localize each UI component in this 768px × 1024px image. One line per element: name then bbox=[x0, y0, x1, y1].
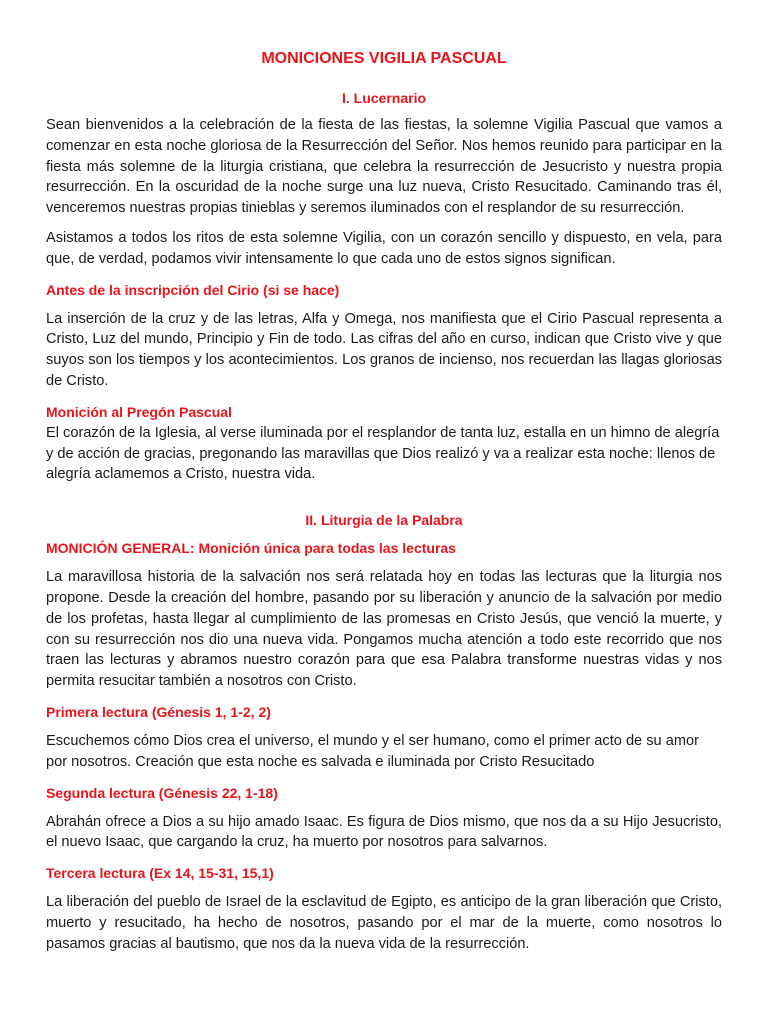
paragraph-rites: Asistamos a todos los ritos de esta solemne Vigilia, con un corazón sencillo y dispuesto, en vela, para que, de verdad, podamos vivir intensamente lo que cada uno de estos signos significan. bbox=[46, 229, 722, 267]
paragraph-welcome: Sean bienvenidos a la celebración de la fiesta de las fiestas, la solemne Vigilia Pascual que vamos a comenzar en esta noche gloriosa de la Resurrección del Señor. Nos hemos reunido para participar en la fiesta más solemne de la liturgia cristiana, que celebra la resurrección de Jesucristo y nuestra propia resurrección. En la oscuridad de la noche surge una luz nueva, Cristo Resucitado. Caminando tras él, venceremos nuestras propias tinieblas y seremos iluminados con el resplandor de su resurrección. bbox=[46, 117, 722, 217]
subheading-segunda-lectura: Segunda lectura (Génesis 22, 1-18) bbox=[46, 784, 278, 801]
section-heading-palabra: II. Liturgia de la Palabra bbox=[305, 512, 463, 529]
subheading-monicion-general: MONICIÓN GENERAL: Monición única para todas las lecturas bbox=[46, 540, 456, 557]
subheading-tercera-lectura: Tercera lectura (Ex 14, 15-31, 15,1) bbox=[46, 865, 274, 882]
paragraph-segunda-lectura: Abrahán ofrece a Dios a su hijo amado Isaac. Es figura de Dios mismo, que nos da a su Hijo Jesucristo, el nuevo Isaac, que cargando la cruz, ha muerto por nosotros para salvarnos. bbox=[46, 813, 722, 851]
document-title: MONICIONES VIGILIA PASCUAL bbox=[261, 50, 507, 67]
paragraph-cirio: La inserción de la cruz y de las letras, Alfa y Omega, nos manifiesta que el Cirio Pascual representa a Cristo, Luz del mundo, Principio y Fin de todo. Las cifras del año en curso, indican que Cristo vive y que suyos son los tiempos y los acontecimientos. Los granos de incienso, nos recuerdan las llagas gloriosas de Cristo. bbox=[46, 310, 722, 389]
paragraph-monicion-general: La maravillosa historia de la salvación nos será relatada hoy en todas las lecturas que la liturgia nos propone. Desde la creación del hombre, pasando por su liberación y anuncio de la salvación por medio de los profetas, hasta llegar al cumplimiento de las promesas en Cristo Jesús, que venció la muerte, y con su resurrección nos dio una nueva vida. Pongamos mucha atención a todo este recorrido que nos traen las lecturas y abramos nuestro corazón para que esa Palabra transforme nuestras vidas y nos permita resucitar también a nosotros con Cristo. bbox=[46, 569, 722, 690]
subheading-primera-lectura: Primera lectura (Génesis 1, 1-2, 2) bbox=[46, 703, 271, 720]
subheading-pregon: Monición al Pregón Pascual bbox=[46, 403, 232, 420]
subheading-cirio: Antes de la inscripción del Cirio (si se hace) bbox=[46, 281, 340, 298]
paragraph-tercera-lectura: La liberación del pueblo de Israel de la esclavitud de Egipto, es anticipo de la gran liberación que Cristo, muerto y resucitado, ha hecho de nosotros, pasando por el mar de la muerte, como nosotros lo pasamos gracias al bautismo, que nos da la nueva vida de la resurrección. bbox=[46, 894, 722, 952]
paragraph-primera-lectura: Escuchemos cómo Dios crea el universo, el mundo y el ser humano, como el primer acto de su amor por nosotros. Creación que esta noche es salvada e iluminada por Cristo Resucitado bbox=[46, 732, 699, 770]
section-heading-lucernario: I. Lucernario bbox=[341, 90, 427, 106]
paragraph-pregon: El corazón de la Iglesia, al verse iluminada por el resplandor de tanta luz, estalla en un himno de alegría y de acción de gracias, pregonando las maravillas que Dios realizó y va a realizar esta noche: llenos de alegría aclamemos a Cristo, nuestra vida. bbox=[46, 424, 720, 483]
